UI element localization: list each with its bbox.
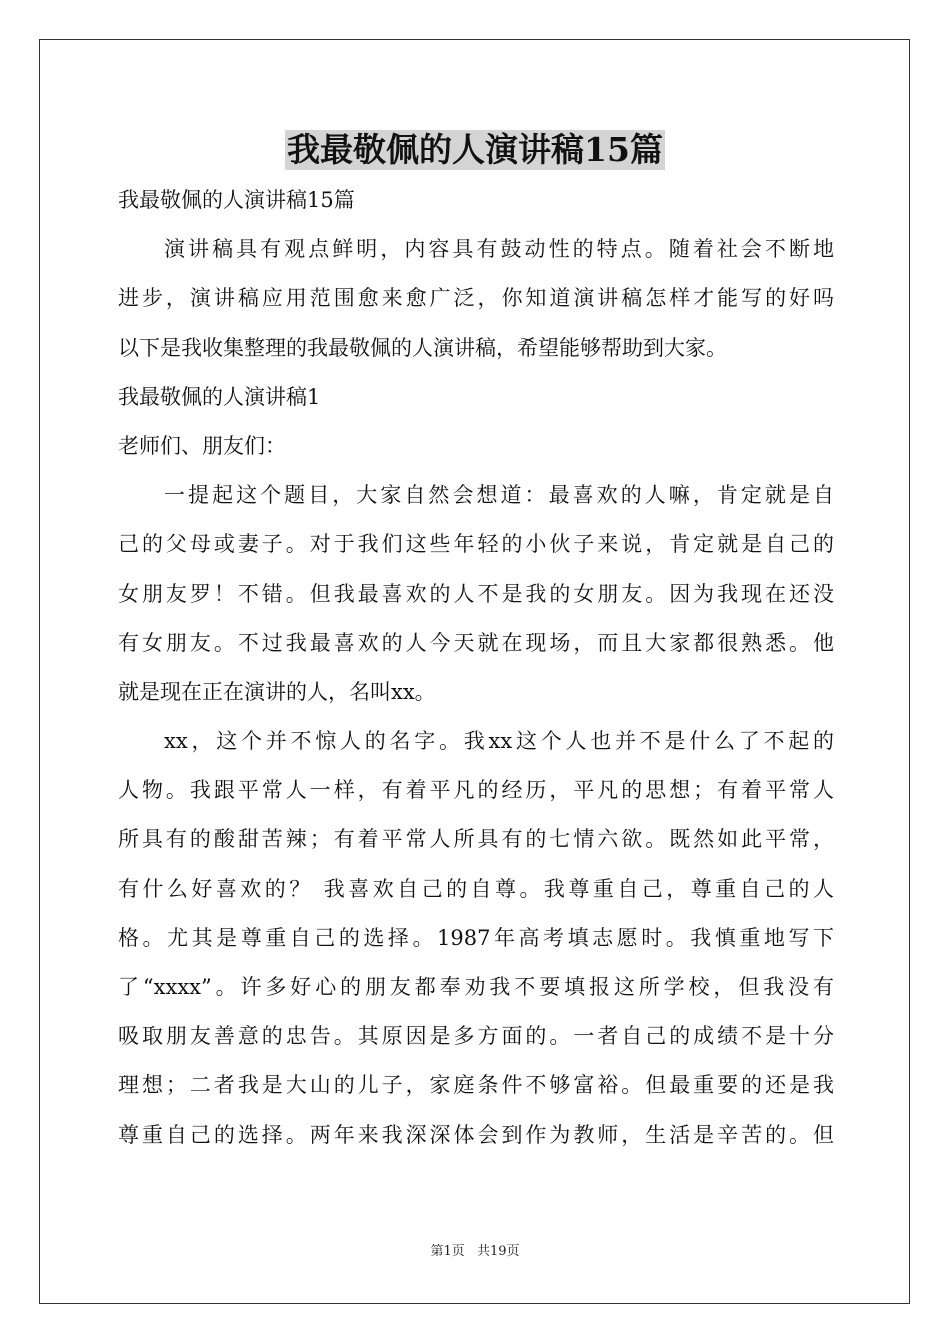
page-number: 第1页 bbox=[430, 1244, 465, 1259]
paragraph-line: 吸取朋友善意的忠告。其原因是多方面的。一者自己的成绩不是十分 bbox=[118, 1024, 834, 1049]
paragraph-line: 有什么好喜欢的？ 我喜欢自己的自尊。我尊重自己，尊重自己的人 bbox=[118, 876, 834, 901]
paragraph-line: 有女朋友。不过我最喜欢的人今天就在现场，而且大家都很熟悉。他 bbox=[118, 630, 834, 655]
salutation-line: 老师们、朋友们： bbox=[118, 433, 286, 458]
paragraph-line: 人物。我跟平常人一样，有着平凡的经历，平凡的思想；有着平常人 bbox=[118, 778, 834, 803]
paragraph-line: 进步，演讲稿应用范围愈来愈广泛，你知道演讲稿怎样才能写的好吗 bbox=[118, 286, 834, 311]
paragraph-line: 演讲稿具有观点鲜明，内容具有鼓动性的特点。随着社会不断地 bbox=[164, 237, 834, 262]
section-heading: 我最敬佩的人演讲稿1 bbox=[118, 384, 321, 409]
paragraph-line: 己的父母或妻子。对于我们这些年轻的小伙子来说，肯定就是自己的 bbox=[118, 532, 834, 557]
title-container bbox=[0, 130, 950, 170]
paragraph-line: 一提起这个题目，大家自然会想道：最喜欢的人嘛，肯定就是自 bbox=[164, 483, 834, 508]
paragraph-line: 尊重自己的选择。两年来我深深体会到作为教师，生活是辛苦的。但 bbox=[118, 1122, 834, 1147]
page-footer bbox=[0, 1240, 950, 1259]
subtitle-line: 我最敬佩的人演讲稿15篇 bbox=[118, 188, 355, 212]
page-total: 共19页 bbox=[476, 1244, 520, 1259]
paragraph-line: 女朋友罗！不错。但我最喜欢的人不是我的女朋友。因为我现在还没 bbox=[118, 581, 834, 606]
paragraph-line: xx，这个并不惊人的名字。我xx这个人也并不是什么了不起的 bbox=[164, 729, 834, 754]
document-body bbox=[118, 180, 834, 1164]
paragraph-line: 以下是我收集整理的我最敬佩的人演讲稿，希望能够帮助到大家。 bbox=[118, 335, 727, 360]
paragraph-line: 就是现在正在演讲的人，名叫xx。 bbox=[118, 679, 436, 704]
document-title: 我最敬佩的人演讲稿15篇 bbox=[287, 130, 663, 169]
paragraph-line: 所具有的酸甜苦辣；有着平常人所具有的七情六欲。既然如此平常， bbox=[118, 827, 834, 852]
paragraph-line: 理想；二者我是大山的儿子，家庭条件不够富裕。但最重要的还是我 bbox=[118, 1073, 834, 1098]
paragraph-line: 格。尤其是尊重自己的选择。1987年高考填志愿时。我慎重地写下 bbox=[118, 925, 834, 950]
paragraph-line: 了“xxxx”。许多好心的朋友都奉劝我不要填报这所学校，但我没有 bbox=[118, 975, 834, 999]
